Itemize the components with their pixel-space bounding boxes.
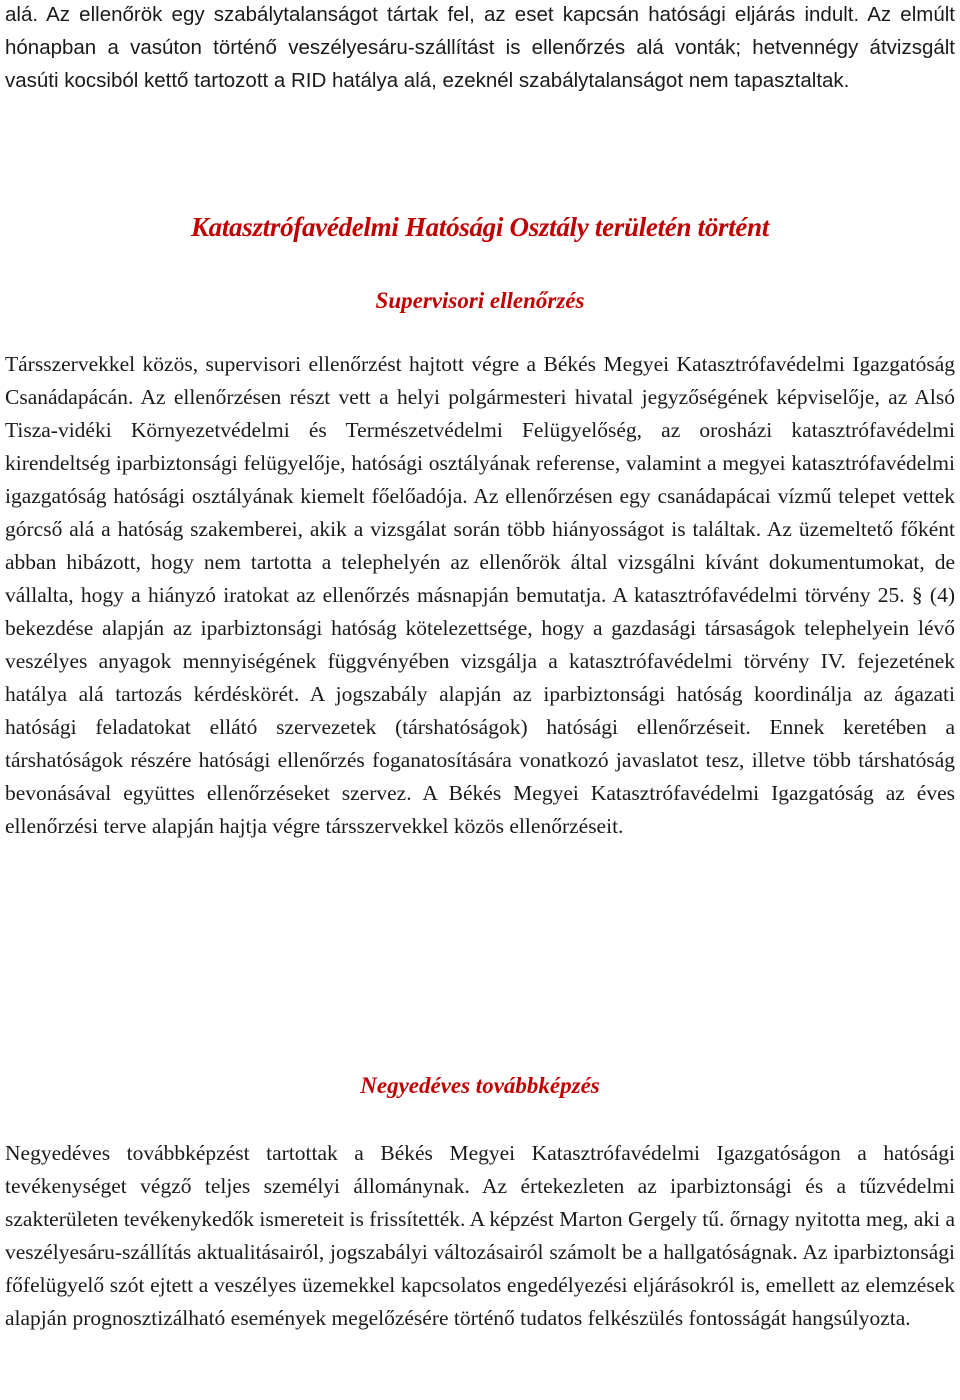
supervisory-heading: Supervisori ellenőrzés [375,288,585,313]
supervisory-body: Társszervekkel közös, supervisori ellenőrzést hajtott végre a Békés Megyei Katasztrófavédelmi Igazgatóság Csanádapácán. Az ellenőrzésen részt vett a helyi polgármesteri hivatal jegyzőségének képviselője, az Alsó Tisza-vidéki Környezetvédelmi és Természetvédelmi Felügyelőség, az orosházi katasztrófavédelmi kirendeltség iparbiztonsági felügyelője, hatósági osztályának referense, valamint a megyei katasztrófavédelmi igazgatóság hatósági osztályának kiemelt főelőadója. Az ellenőrzésen egy csanádapácai vízmű telepet vettek górcső alá a hatóság szakemberei, akik a vizsgálat során több hiányosságot is találtak. Az üzemeltető főként abban hibázott, hogy nem tartotta a telephelyén az ellenőrök által vizsgálni kívánt dokumentumokat, de vállalta, hogy a hiányzó iratokat az ellenőrzés másnapján bemutatja. A katasztrófavédelmi törvény 25. § (4) bekezdése alapján az iparbiztonsági hatóság kötelezettsége, hogy a gazdasági társaságok telephelyein lévő veszélyes anyagok mennyiségének függvényében vizsgálja a katasztrófavédelmi törvény IV. fejezetének hatálya alá tartozás kérdéskörét. A jogszabály alapján az iparbiztonsági hatóság koordinálja az ágazati hatósági feladatokat ellátó szervezetek (társhatóságok) hatósági ellenőrzéseit. Ennek keretében a társhatóságok részére hatósági ellenőrzés foganatosítására vonatkozó javaslatot tesz, illetve több társhatóság bevonásával együttes ellenőrzéseket szervez. A Békés Megyei Katasztrófavédelmi Igazgatóság az éves ellenőrzési terve alapján hajtja végre társszervekkel közös ellenőrzéseit. [5,352,955,838]
training-body: Negyedéves továbbképzést tartottak a Békés Megyei Katasztrófavédelmi Igazgatóságon a hatósági tevékenységet végző teljes személyi állománynak. Az értekezleten az iparbiztonsági és a tűzvédelmi szakterületen tevékenykedők ismereteit is frissítették. A képzést Marton Gergely tű. őrnagy nyitotta meg, aki a veszélyesáru-szállítás aktualitásairól, jogszabályi változásairól számolt be a hallgatóságnak. Az iparbiztonsági főfelügyelő szót ejtett a veszélyes üzemekkel kapcsolatos engedélyezési eljárásokról is, emellett az elemzések alapján prognosztizálható események megelőzésére történő tudatos felkészülés fontosságát hangsúlyozta. [5,1141,955,1330]
intro-paragraph: alá. Az ellenőrök egy szabálytalanságot tártak fel, az eset kapcsán hatósági eljárás indult. Az elmúlt hónapban a vasúton történő veszélyesáru-szállítást is ellenőrzés alá vonták; hetvennégy átvizsgált vasúti kocsiból kettő tartozott a RID hatálya alá, ezeknél szabálytalanságot nem tapasztaltak. [5,3,955,92]
section-title: Katasztrófavédelmi Hatósági Osztály területén történt [190,212,770,242]
training-heading: Negyedéves továbbképzés [360,1073,600,1098]
